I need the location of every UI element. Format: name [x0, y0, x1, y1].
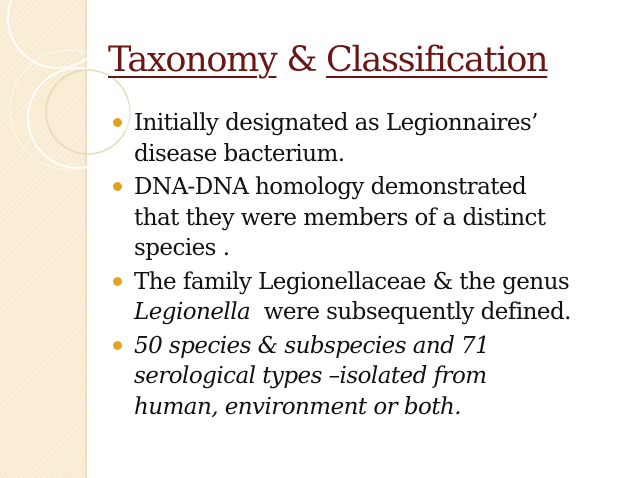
bullet-text-line: [134, 297, 624, 328]
bullet-text-line: 50 species & subspecies and 71: [134, 332, 490, 359]
bullet-text-line: The family Legionellaceae & the genus: [134, 268, 570, 295]
bullet-text-fragment: were subsequently defined.: [250, 299, 571, 325]
bullet-item: [112, 267, 624, 328]
bullet-item: [112, 172, 624, 264]
bullet-text-line: species .: [134, 235, 230, 261]
genus-name-italic: Legionella: [134, 299, 251, 325]
bullet-text-line: disease bacterium.: [134, 140, 345, 167]
bullet-list: [112, 108, 624, 425]
title-ampersand: &: [286, 40, 317, 80]
bullet-text-line: DNA-DNA homology demonstrated: [134, 174, 527, 200]
bullet-dot-icon: [113, 341, 122, 350]
bullet-dot-icon: [113, 182, 122, 191]
bullet-item: [112, 108, 624, 169]
bullet-text-line: that they were members of a distinct: [134, 204, 546, 231]
title-word-classification: Classification: [326, 40, 548, 80]
bullet-text-line: serological types –isolated from: [134, 363, 487, 389]
bullet-text-line: Initially designated as Legionnaires’: [134, 110, 538, 136]
title-word-taxonomy: Taxonomy: [108, 40, 277, 80]
bullet-item: [112, 331, 624, 423]
slide-title: [108, 40, 547, 80]
bullet-text-line: human, environment or both.: [134, 393, 462, 420]
bullet-dot-icon: [113, 118, 122, 127]
bullet-dot-icon: [113, 277, 122, 286]
